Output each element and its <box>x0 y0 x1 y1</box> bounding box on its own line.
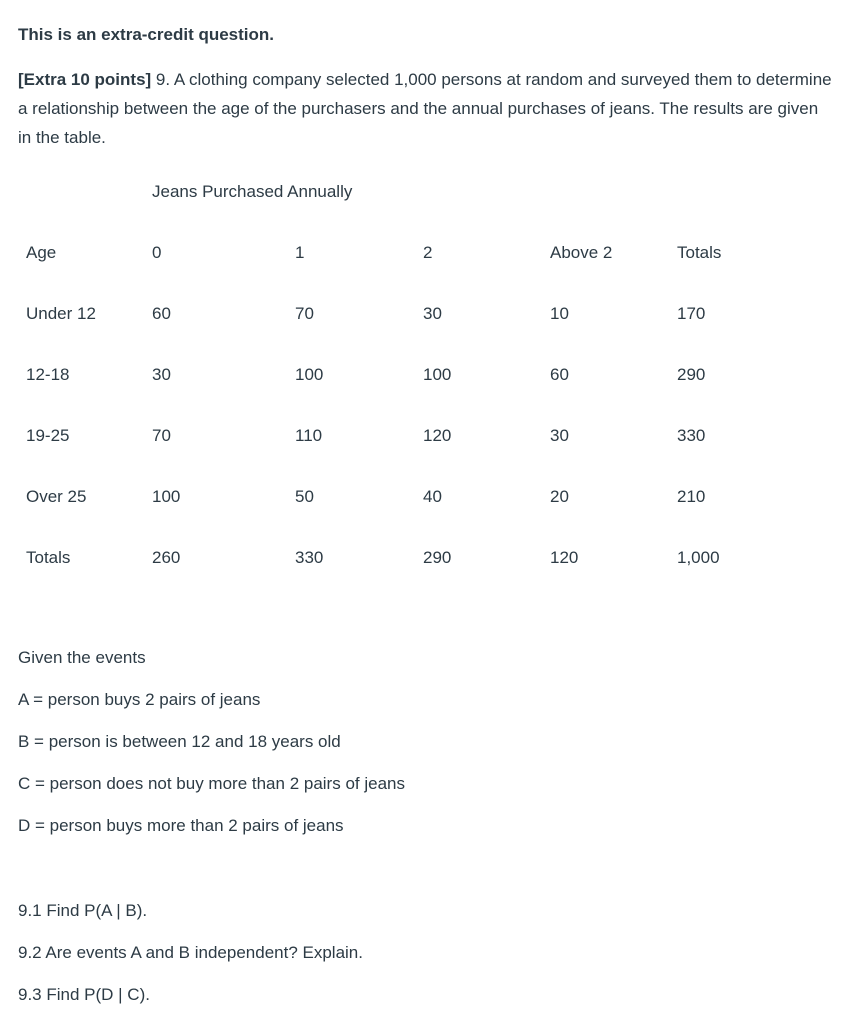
table-header-cell: Above 2 <box>550 243 613 262</box>
table-cell: 330 <box>677 426 706 445</box>
table-cell: 30 <box>550 426 569 445</box>
table-header-cell: 2 <box>423 243 433 262</box>
table-cell: 260 <box>152 548 181 567</box>
table-cell: Totals <box>26 548 71 567</box>
table-cell: Over 25 <box>26 487 87 506</box>
table-cell: 100 <box>423 365 452 384</box>
table-cell: 110 <box>295 426 323 445</box>
table-header-cell: Age <box>26 243 57 262</box>
task-item: 9.1 Find P(A | B). <box>18 901 148 920</box>
question-body: 9. A clothing company selected 1,000 persons at random and surveyed them to determine a relationship between the age of the purchasers and the annual purchases of jeans. The results are given in the table. <box>18 70 832 147</box>
table-cell: 1,000 <box>677 548 720 567</box>
event-item: D = person buys more than 2 pairs of jeans <box>18 816 344 835</box>
table-cell: 40 <box>423 487 442 506</box>
table-header-cell: 0 <box>152 243 162 262</box>
table-cell: 120 <box>550 548 579 567</box>
table-cell: 50 <box>295 487 314 506</box>
table-cell: 290 <box>677 365 706 384</box>
table-cell: 210 <box>677 487 706 506</box>
table-cell: 30 <box>152 365 171 384</box>
event-item: A = person buys 2 pairs of jeans <box>18 690 261 709</box>
table-caption: Jeans Purchased Annually <box>152 182 353 201</box>
table-cell: 12-18 <box>26 365 70 384</box>
event-item: C = person does not buy more than 2 pairs of jeans <box>18 774 405 793</box>
table-cell: 20 <box>550 487 569 506</box>
table-cell: 330 <box>295 548 324 567</box>
table-cell: 19-25 <box>26 426 70 445</box>
table-cell: 120 <box>423 426 452 445</box>
table-cell: 100 <box>295 365 324 384</box>
table-cell: 170 <box>677 304 706 323</box>
table-header-cell: Totals <box>677 243 722 262</box>
points-label: [Extra 10 points] <box>18 70 152 89</box>
events-intro: Given the events <box>18 648 146 667</box>
table-cell: 290 <box>423 548 452 567</box>
extra-credit-note: This is an extra-credit question. <box>18 25 275 44</box>
table-cell: Under 12 <box>26 304 96 323</box>
table-cell: 10 <box>550 304 569 323</box>
table-cell: 100 <box>152 487 181 506</box>
table-cell: 60 <box>550 365 569 384</box>
table-cell: 30 <box>423 304 442 323</box>
table-header-cell: 1 <box>295 243 305 262</box>
event-item: B = person is between 12 and 18 years old <box>18 732 341 751</box>
table-cell: 60 <box>152 304 171 323</box>
table-cell: 70 <box>152 426 171 445</box>
task-item: 9.3 Find P(D | C). <box>18 985 150 1004</box>
question-text <box>18 65 833 152</box>
table-cell: 70 <box>295 304 314 323</box>
task-item: 9.2 Are events A and B independent? Explain. <box>18 943 363 962</box>
